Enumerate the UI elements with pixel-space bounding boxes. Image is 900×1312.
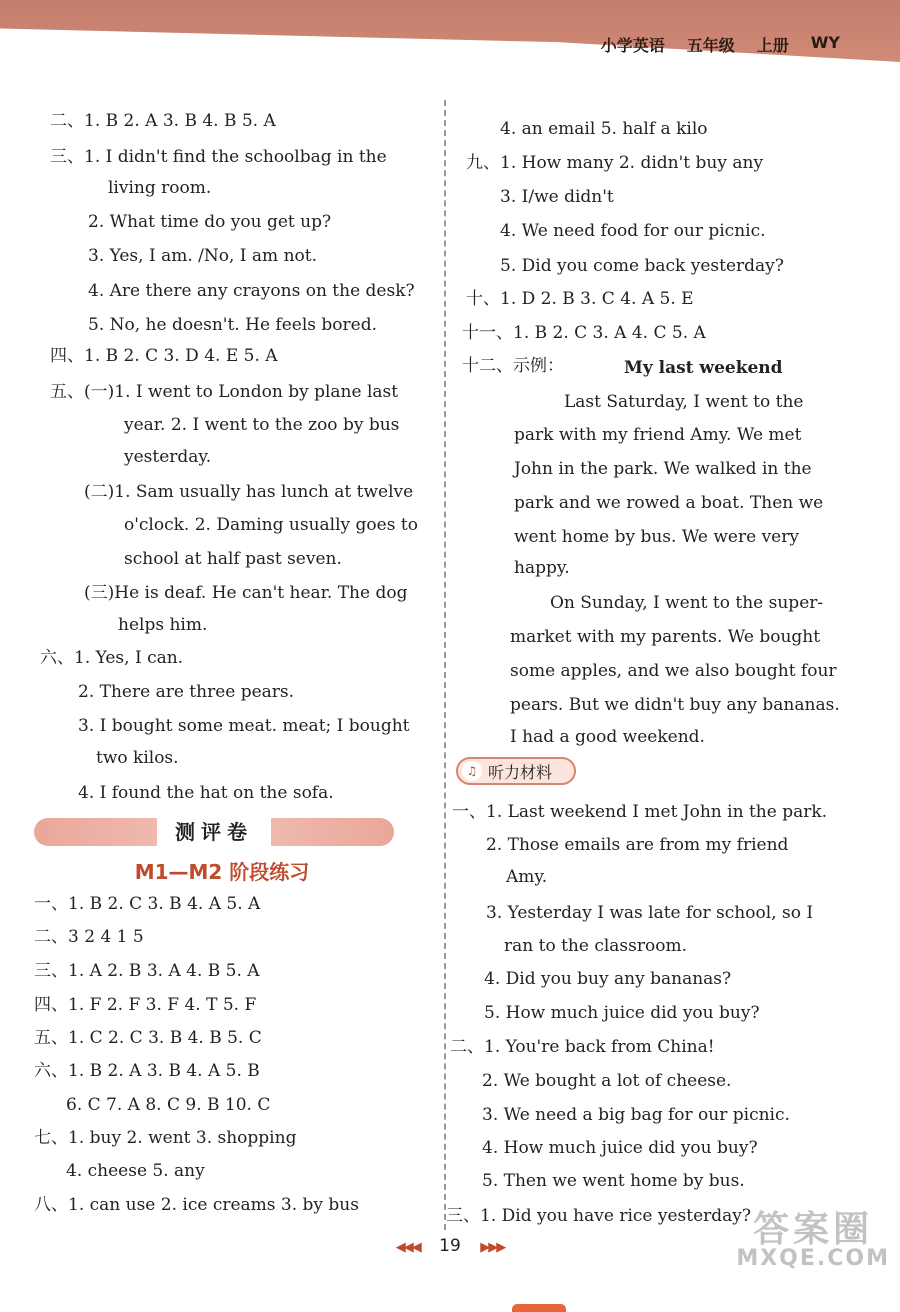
listening-line: Amy. [506,867,548,887]
answer-line: 4. We need food for our picnic. [500,221,766,241]
test-section-subtitle: M1—M2 阶段练习 [134,860,310,884]
essay-line: park and we rowed a boat. Then we [514,493,824,513]
header-grade: 五年级 [686,36,735,55]
test-section-banner [34,818,394,846]
test-answer-line: 七、1. buy 2. went 3. shopping [34,1128,297,1148]
watermark-top: 答案圈 [753,1209,874,1250]
test-answer-line: 三、1. A 2. B 3. A 4. B 5. A [34,961,260,981]
answer-line: 十、1. D 2. B 3. C 4. A 5. E [466,289,694,309]
test-answer-line: 八、1. can use 2. ice creams 3. by bus [34,1195,359,1215]
prev-arrows: ◀◀◀ [395,1240,420,1255]
listening-line: 2. We bought a lot of cheese. [482,1071,732,1091]
answer-line: 3. Yes, I am. /No, I am not. [88,246,317,266]
answer-line: 九、1. How many 2. didn't buy any [466,153,764,173]
answer-line: 2. There are three pears. [78,682,295,702]
essay-line: market with my parents. We bought [510,627,821,647]
column-divider [444,100,446,1230]
banner-title: 测评卷 [157,818,271,846]
answer-line: 五、(一)1. I went to London by plane last [50,382,399,402]
essay-line: happy. [514,558,570,578]
answer-line: 3. I/we didn't [500,187,614,207]
header-subject: 小学英语 [600,36,665,55]
listening-line: 5. Then we went home by bus. [482,1171,745,1191]
answer-line: 4. I found the hat on the sofa. [78,783,334,803]
essay-line: some apples, and we also bought four [510,661,837,681]
answer-line: year. 2. I went to the zoo by bus [124,415,400,435]
headphones-icon: ♫ [462,761,482,781]
test-answer-line: 六、1. B 2. A 3. B 4. A 5. B [34,1061,260,1081]
answer-line: helps him. [118,615,208,635]
listening-line: 4. Did you buy any bananas? [484,969,732,989]
essay-line: I had a good weekend. [510,727,705,747]
listening-line: ran to the classroom. [504,936,687,956]
answer-line: 三、1. I didn't find the schoolbag in the [50,147,387,167]
answer-line: 十二、示例： [462,356,564,376]
answer-line: 四、1. B 2. C 3. D 4. E 5. A [50,346,278,366]
listening-line: 3. We need a big bag for our picnic. [482,1105,790,1125]
listening-line: 三、1. Did you have rice yesterday? [446,1206,752,1226]
listening-line: 4. How much juice did you buy? [482,1138,758,1158]
listening-tag-label: 听力材料 [488,762,553,782]
test-answer-line: 五、1. C 2. C 3. B 4. B 5. C [34,1028,262,1048]
answer-line: 2. What time do you get up? [88,212,332,232]
header-term: 上册 [756,36,789,55]
test-answer-line: 二、3 2 4 1 5 [34,927,144,947]
essay-line: On Sunday, I went to the super- [550,593,824,613]
listening-line: 二、1. You're back from China! [450,1037,715,1057]
answer-line: 二、1. B 2. A 3. B 4. B 5. A [50,111,276,131]
answer-line: o'clock. 2. Daming usually goes to [124,515,418,535]
header-meta [601,33,840,56]
answer-line: 3. I bought some meat. meat; I bought [78,716,410,736]
site-watermark [736,1209,890,1271]
listening-line: 2. Those emails are from my friend [486,835,789,855]
answer-line: 4. an email 5. half a kilo [500,119,708,139]
essay-line: pears. But we didn't buy any bananas. [510,695,840,715]
watermark-bottom: MXQE.COM [736,1246,890,1271]
listening-line: 3. Yesterday I was late for school, so I [486,903,814,923]
page-number-value: 19 [439,1236,461,1256]
test-answer-line: 四、1. F 2. F 3. F 4. T 5. F [34,995,257,1015]
answer-line: (二)1. Sam usually has lunch at twelve [84,482,414,502]
essay-line: Last Saturday, I went to the [564,392,804,412]
answer-line: 六、1. Yes, I can. [40,648,184,668]
answer-line: 4. Are there any crayons on the desk? [88,281,415,301]
bottom-edge-tab [512,1304,566,1312]
answer-line: school at half past seven. [124,549,342,569]
answer-line: two kilos. [96,748,179,768]
header-edition: WY [810,33,840,52]
essay-line: park with my friend Amy. We met [514,425,802,445]
answer-line: 5. No, he doesn't. He feels bored. [88,315,377,335]
essay-line: John in the park. We walked in the [514,459,812,479]
essay-title: My last weekend [624,358,783,378]
answer-line: yesterday. [124,447,212,467]
test-answer-line: 6. C 7. A 8. C 9. B 10. C [66,1095,271,1115]
answer-line: living room. [108,178,212,198]
answer-line: 5. Did you come back yesterday? [500,256,784,276]
listening-line: 5. How much juice did you buy? [484,1003,760,1023]
listening-line: 一、1. Last weekend I met John in the park. [452,802,828,822]
next-arrows: ▶▶▶ [480,1240,505,1255]
essay-line: went home by bus. We were very [514,527,799,547]
answer-line: (三)He is deaf. He can't hear. The dog [84,583,408,603]
answer-line: 十一、1. B 2. C 3. A 4. C 5. A [462,323,706,343]
test-answer-line: 一、1. B 2. C 3. B 4. A 5. A [34,894,261,914]
listening-tag [456,757,576,785]
test-answer-line: 4. cheese 5. any [66,1161,205,1181]
